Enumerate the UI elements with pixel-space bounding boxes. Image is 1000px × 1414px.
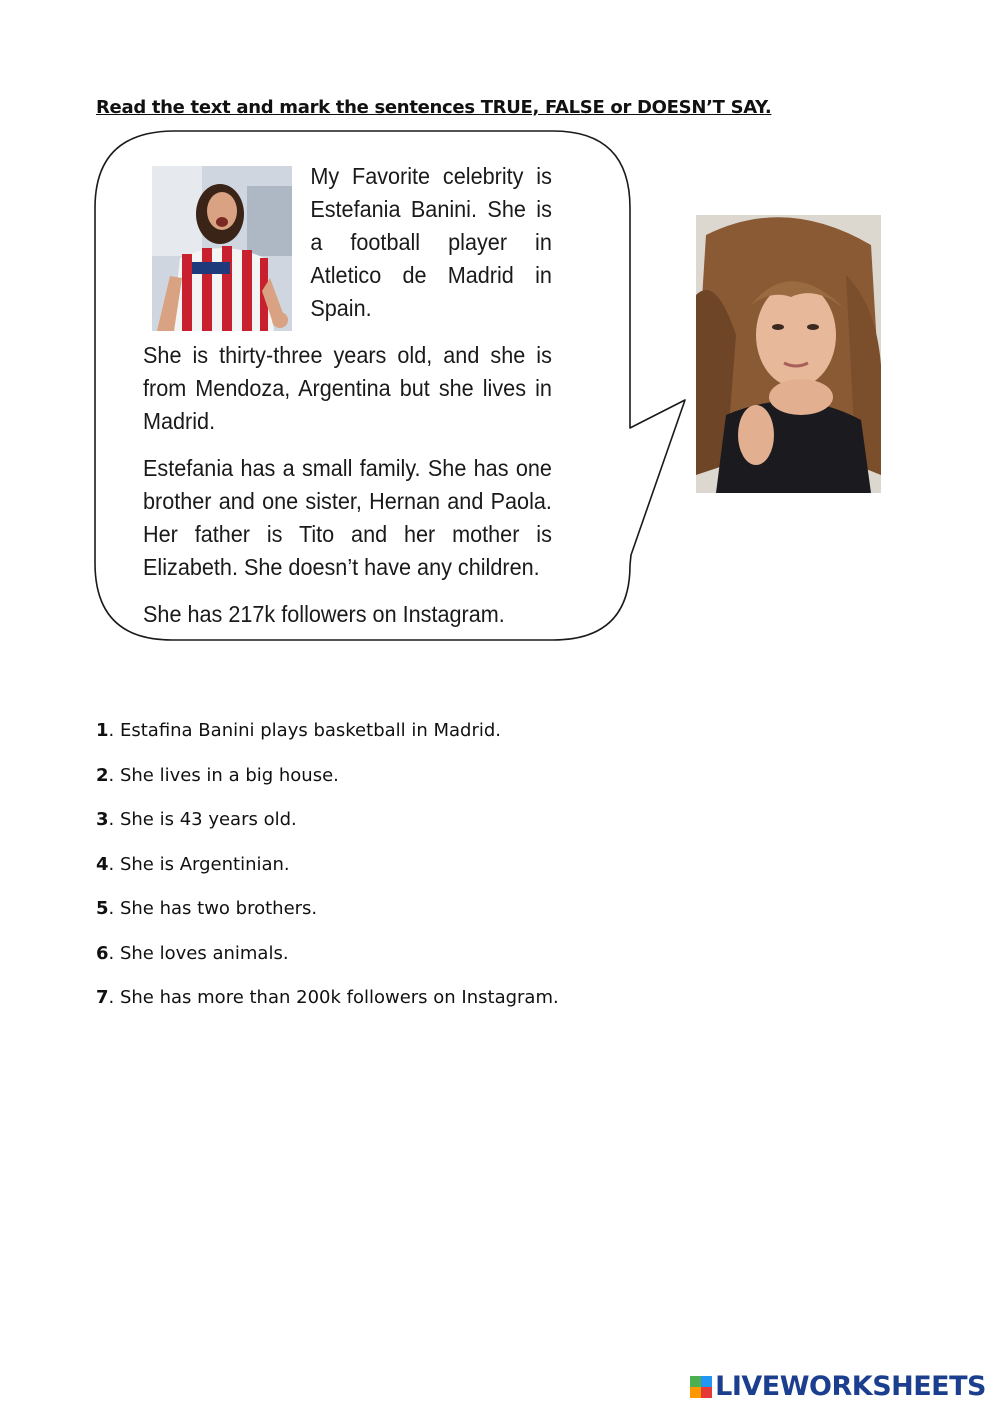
question-number: 2 xyxy=(96,764,109,786)
passage-paragraph-2: She is thirty-three years old, and she is from Mendoza, Argentina but she lives in Madrid. xyxy=(143,342,552,434)
passage-paragraph-3: Estefania has a small family. She has one brother and one sister, Hernan and Paola. Her father is Tito and her mother is Elizabeth. She doesn’t have any children. xyxy=(143,455,552,580)
passage-paragraph-4: She has 217k followers on Instagram. xyxy=(143,601,505,627)
question-text: . She is 43 years old. xyxy=(108,809,297,830)
question-number: 5 xyxy=(96,898,109,919)
question-item xyxy=(96,717,559,762)
passage-paragraph-1: My Favorite celebrity is Estefania Banini. She is a football player in Atletico de Madrid in Spain. xyxy=(310,163,552,321)
question-text: . She lives in a big house. xyxy=(108,764,339,786)
question-number: 4 xyxy=(96,853,109,875)
question-number: 1 xyxy=(96,720,109,741)
question-text: . She loves animals. xyxy=(108,942,289,964)
question-item xyxy=(96,806,559,851)
reading-passage xyxy=(143,160,552,645)
brand-name: LIVEWORKSHEETS xyxy=(715,1371,986,1402)
instructions-text: Read the text and mark the sentences TRUE, FALSE or DOESN’T SAY xyxy=(96,97,765,118)
image-spacer xyxy=(143,160,310,320)
instructions-period: . xyxy=(764,97,772,118)
question-text: . She has more than 200k followers on Instagram. xyxy=(108,987,559,1008)
girl-portrait-photo xyxy=(696,215,881,493)
question-number: 3 xyxy=(96,809,109,830)
liveworksheets-logo-icon xyxy=(690,1376,712,1398)
question-text: . She is Argentinian. xyxy=(108,853,290,875)
question-number: 6 xyxy=(96,942,109,964)
question-item xyxy=(96,851,559,896)
question-item xyxy=(96,895,559,940)
liveworksheets-brand xyxy=(690,1371,986,1402)
question-text: . Estafina Banini plays basketball in Madrid. xyxy=(108,720,502,741)
question-item xyxy=(96,940,559,985)
question-item xyxy=(96,984,559,1029)
question-number: 7 xyxy=(96,987,109,1008)
question-list xyxy=(96,717,559,1029)
question-item xyxy=(96,762,559,807)
question-text: . She has two brothers. xyxy=(108,898,318,919)
